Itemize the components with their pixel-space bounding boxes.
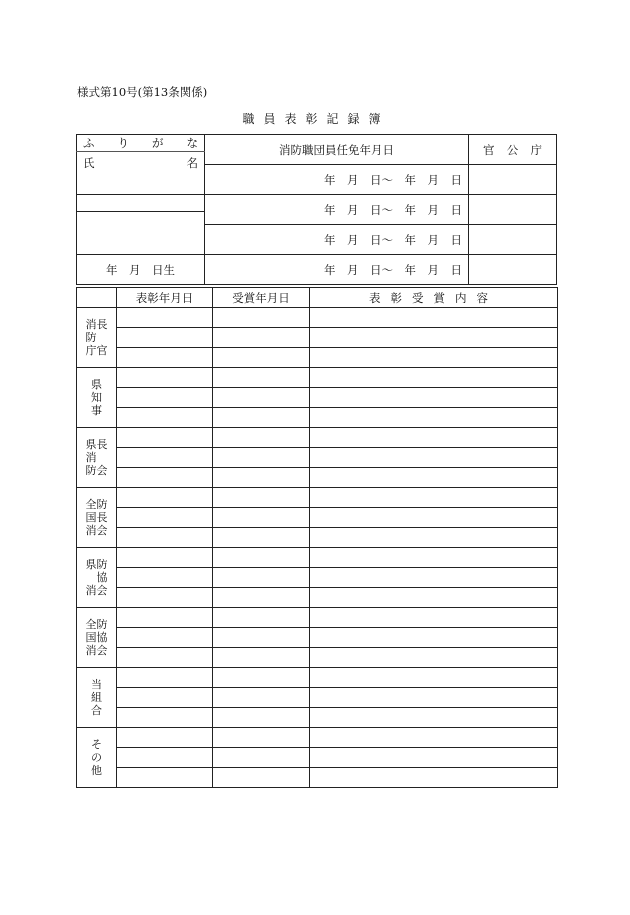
receive-date-cell <box>213 468 310 488</box>
content-cell <box>310 688 558 708</box>
award-record-table <box>76 287 558 788</box>
receive-date-cell <box>213 428 310 448</box>
category-header <box>77 288 117 308</box>
content-cell <box>310 768 558 788</box>
award-date-cell <box>117 708 213 728</box>
birth-date-label: 年 月 日生 <box>77 255 205 285</box>
category-label <box>77 608 117 668</box>
content-cell <box>310 388 558 408</box>
award-date-cell <box>117 348 213 368</box>
office-header-char: 公 <box>506 142 519 157</box>
award-date-cell <box>117 748 213 768</box>
content-cell <box>310 428 558 448</box>
office-header <box>469 135 557 165</box>
award-date-cell <box>117 328 213 348</box>
award-date-cell <box>117 568 213 588</box>
name-label-left: 氏 <box>83 156 95 170</box>
receive-date-cell <box>213 408 310 428</box>
content-cell <box>310 368 558 388</box>
receive-date-cell <box>213 388 310 408</box>
category-label <box>77 548 117 608</box>
table-row <box>77 388 558 408</box>
award-date-cell <box>117 728 213 748</box>
content-cell <box>310 448 558 468</box>
form-number: 様式第10号(第13条関係) <box>77 85 208 99</box>
personnel-info-table <box>76 134 557 285</box>
table-row <box>77 768 558 788</box>
appointment-date-range-3: 年 月 日〜 年 月 日 <box>205 225 469 255</box>
receive-date-cell <box>213 708 310 728</box>
content-cell <box>310 628 558 648</box>
receive-date-cell <box>213 528 310 548</box>
table-row <box>77 448 558 468</box>
receive-date-cell <box>213 748 310 768</box>
furigana-char: な <box>186 136 198 150</box>
office-cell-3 <box>469 225 557 255</box>
office-header-char: 官 <box>483 142 495 157</box>
content-cell <box>310 408 558 428</box>
category-label <box>77 728 117 788</box>
category-label <box>77 428 117 488</box>
table-row <box>77 528 558 548</box>
category-label-text: 県長 消 防会 <box>85 438 108 477</box>
award-date-cell <box>117 508 213 528</box>
category-label-text: 全防 国協 消会 <box>85 618 108 657</box>
receive-date-cell <box>213 768 310 788</box>
blank-cell-2 <box>77 212 205 255</box>
receive-date-cell <box>213 668 310 688</box>
award-date-cell <box>117 768 213 788</box>
content-cell <box>310 308 558 328</box>
content-cell <box>310 668 558 688</box>
category-label-text: 当 組 合 <box>91 678 102 717</box>
table-row <box>77 548 558 568</box>
award-date-cell <box>117 468 213 488</box>
category-label-text: そ の 他 <box>91 738 102 777</box>
content-cell <box>310 548 558 568</box>
award-date-cell <box>117 368 213 388</box>
table-row <box>77 348 558 368</box>
award-date-cell <box>117 528 213 548</box>
award-date-cell <box>117 308 213 328</box>
content-cell <box>310 748 558 768</box>
office-cell-4 <box>469 255 557 285</box>
content-cell <box>310 508 558 528</box>
receive-date-cell <box>213 588 310 608</box>
receive-date-cell <box>213 368 310 388</box>
content-cell <box>310 728 558 748</box>
category-label <box>77 308 117 368</box>
receive-date-cell <box>213 728 310 748</box>
award-date-cell <box>117 428 213 448</box>
receive-date-cell <box>213 448 310 468</box>
receive-date-cell <box>213 568 310 588</box>
table-row <box>77 568 558 588</box>
table-row <box>77 608 558 628</box>
table-row <box>77 408 558 428</box>
award-date-cell <box>117 408 213 428</box>
receive-date-cell <box>213 628 310 648</box>
table-row <box>77 668 558 688</box>
blank-cell-1 <box>77 195 205 212</box>
category-label <box>77 368 117 428</box>
table-row <box>77 368 558 388</box>
table-row <box>77 488 558 508</box>
table-row <box>77 328 558 348</box>
receive-date-cell <box>213 508 310 528</box>
receive-date-cell <box>213 348 310 368</box>
content-header: 表彰受賞内容 <box>310 288 558 308</box>
table-row <box>77 748 558 768</box>
award-date-cell <box>117 648 213 668</box>
content-cell <box>310 328 558 348</box>
content-cell <box>310 588 558 608</box>
furigana-char: が <box>152 136 164 150</box>
award-date-cell <box>117 608 213 628</box>
table-row <box>77 588 558 608</box>
award-date-cell <box>117 668 213 688</box>
award-date-cell <box>117 548 213 568</box>
table-row <box>77 628 558 648</box>
office-header-char: 庁 <box>530 142 542 157</box>
award-date-cell <box>117 388 213 408</box>
content-cell <box>310 648 558 668</box>
table-row <box>77 688 558 708</box>
receive-date-cell <box>213 608 310 628</box>
table-row <box>77 708 558 728</box>
receive-date-cell <box>213 488 310 508</box>
category-label-text: 県防 協 消会 <box>85 558 108 597</box>
category-label-text: 県 知 事 <box>91 378 102 417</box>
receive-date-cell <box>213 688 310 708</box>
content-cell <box>310 608 558 628</box>
award-date-cell <box>117 628 213 648</box>
category-label <box>77 668 117 728</box>
content-cell <box>310 528 558 548</box>
table-row <box>77 468 558 488</box>
receive-date-cell <box>213 648 310 668</box>
category-label-text: 全防 国長 消会 <box>85 498 108 537</box>
table-row <box>77 508 558 528</box>
name-label-cell <box>77 152 205 195</box>
category-label <box>77 488 117 548</box>
furigana-char: り <box>117 136 129 150</box>
category-label-text: 消長 防 庁官 <box>85 318 108 357</box>
award-date-cell <box>117 448 213 468</box>
award-date-cell <box>117 488 213 508</box>
appointment-date-range-2: 年 月 日〜 年 月 日 <box>205 195 469 225</box>
award-date-header: 表彰年月日 <box>117 288 213 308</box>
appointment-date-range-4: 年 月 日〜 年 月 日 <box>205 255 469 285</box>
award-date-cell <box>117 688 213 708</box>
receive-date-cell <box>213 548 310 568</box>
appointment-header: 消防職団員任免年月日 <box>205 135 469 165</box>
content-cell <box>310 348 558 368</box>
furigana-label-cell <box>77 135 205 152</box>
office-cell-2 <box>469 195 557 225</box>
table-row <box>77 308 558 328</box>
appointment-date-range-1: 年 月 日〜 年 月 日 <box>205 165 469 195</box>
table-row <box>77 428 558 448</box>
receive-date-cell <box>213 308 310 328</box>
content-cell <box>310 488 558 508</box>
content-cell <box>310 468 558 488</box>
office-cell-1 <box>469 165 557 195</box>
table-row <box>77 728 558 748</box>
form-title: 職員表彰記録簿 <box>242 112 390 126</box>
receive-date-cell <box>213 328 310 348</box>
receive-date-header: 受賞年月日 <box>213 288 310 308</box>
award-date-cell <box>117 588 213 608</box>
content-cell <box>310 568 558 588</box>
furigana-char: ふ <box>83 136 95 150</box>
table-row <box>77 648 558 668</box>
name-label-right: 名 <box>186 156 198 170</box>
content-cell <box>310 708 558 728</box>
